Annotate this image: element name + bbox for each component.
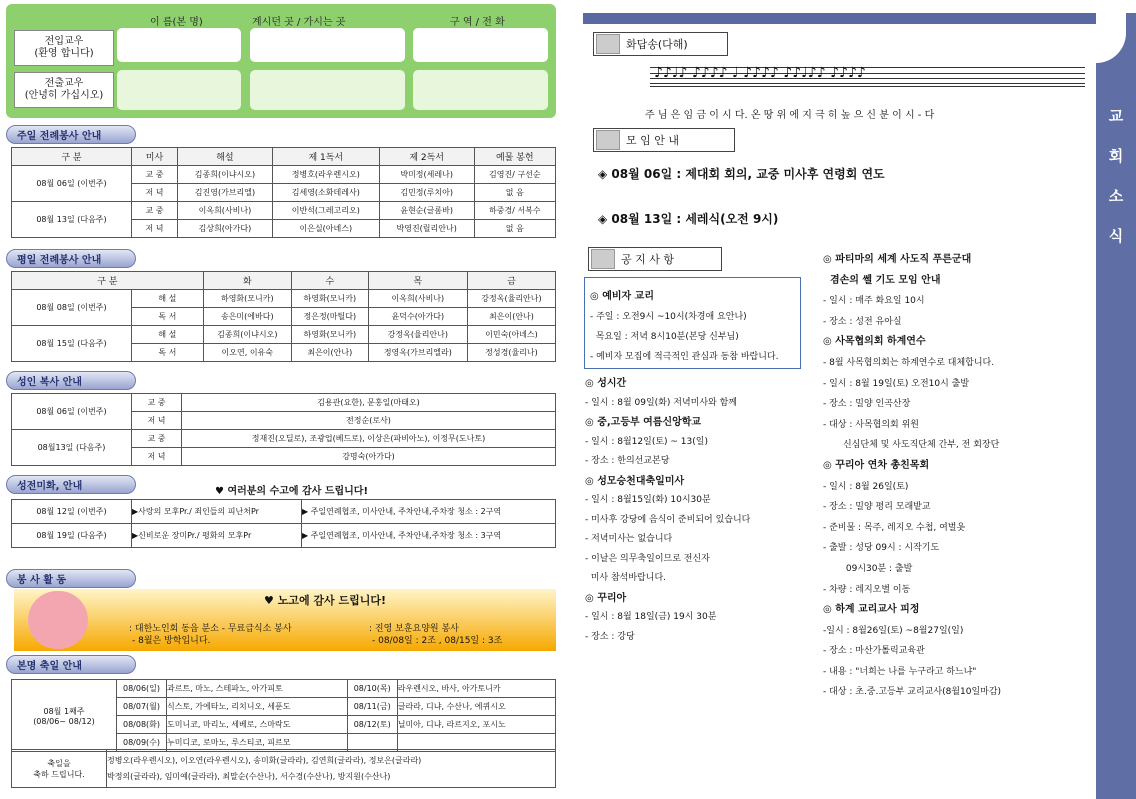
col-name-header: 이 름(본 명) [150, 17, 203, 28]
feast-names-2: 박정의(글라라), 임미예(글라라), 최말순(수산나), 서수경(수산나), 방지원(수산나) [107, 771, 391, 781]
meeting-1: ◈ 08월 06일 : 제대회 회의, 교중 미사후 연령회 연도 [598, 167, 885, 181]
hymn-lyrics: 주 님 은 임 금 이 시 다. 온 땅 위 에 지 극 히 높 으 신 분 이 시 - 다 [645, 110, 935, 121]
cell: 강명숙(아가다) [182, 448, 556, 466]
notice-line: ◎ 하계 교리교사 피정 [823, 604, 920, 616]
cell: 08월 06일 (이번주) [12, 394, 132, 430]
cell: 김세영(소화데레사) [272, 184, 379, 202]
service-banner [14, 589, 556, 651]
cell: 윤현순(글롬바) [379, 202, 474, 220]
cell: 정성경(율리나) [467, 344, 555, 362]
cell: 과르트, 마노, 스테파노, 아가피토 [167, 680, 348, 698]
service-a1: : 대한노인회 동읍 분소 - 무료급식소 봉사 [129, 624, 292, 634]
outgoing-place-field[interactable] [250, 70, 405, 110]
music-notes: ♪♪♩♪ ♪♪♪♪ ♩ ♪♪♪♪ ♪♪♩♪♪ ♪♪♪♪ [654, 65, 866, 81]
incoming-place-field[interactable] [250, 28, 405, 62]
cell: 해 설 [132, 290, 204, 308]
cell: 닐미아, 디냐, 라르지오, 포시노 [397, 716, 555, 734]
top-bar [583, 13, 1096, 24]
cell: 정재진(오딜로), 조광업(베드로), 이상은(파비아노), 이정무(도나토) [182, 430, 556, 448]
service-thanks: ♥ 노고에 감사 드립니다! [264, 594, 386, 607]
cell: 하영화(모니카) [291, 290, 368, 308]
notice-line: - 주일 : 오전9시 ~10시(차경애 요안나) [590, 312, 747, 322]
cell: 전정순(로사) [182, 412, 556, 430]
cell: 이옥희(사비나) [368, 290, 467, 308]
cell: 08/12(토) [347, 716, 397, 734]
music-staff [650, 67, 1085, 87]
cell: 정은정(마틸다) [291, 308, 368, 326]
notice-line: - 장소 : 마산가톨릭교육관 [823, 646, 925, 657]
col-area-header: 구 역 / 전 화 [450, 17, 505, 28]
cell: 박미정(세레나) [379, 166, 474, 184]
cell: 라우렌시오, 바사, 아가토니카 [397, 680, 555, 698]
cell: 08월 06일 (이번주) [12, 166, 132, 202]
notice-line: - 일시 : 8월 26일(토) [823, 481, 909, 492]
cell: 08월 19일 (다음주) [12, 524, 132, 548]
notice-line: - 장소 : 밀양 평리 모래밭교 [823, 502, 931, 513]
adult-table [11, 393, 556, 466]
notice-line: - 대상 : 초.중.고등부 교리교사(8월10일마감) [823, 687, 1002, 698]
meeting-2: ◈ 08월 13일 : 세레식(오전 9시) [598, 212, 779, 226]
incoming-name-field[interactable] [117, 28, 241, 62]
cleaning-thanks: ♥ 여러분의 수고에 감사 드립니다! [215, 486, 369, 497]
service-b2: - 08/08일 : 2조 , 08/15일 : 3조 [372, 636, 503, 646]
notice-line: - 일시 : 매주 화요일 10시 [823, 296, 925, 307]
th: 화 [203, 272, 291, 290]
cell: 08/09(수) [117, 734, 167, 752]
section-feast: 본명 축일 안내 [6, 655, 136, 674]
cell: 없 음 [474, 220, 555, 238]
notice-right-block [823, 250, 1001, 703]
section-adult-servers: 성인 복사 안내 [6, 371, 136, 390]
notice-line: ◎ 예비자 교리 [590, 291, 654, 302]
cell: 저 녁 [132, 448, 182, 466]
cell: 누미디코, 로마노, 루스티코, 피르모 [167, 734, 348, 752]
cell: 김민정(루치아) [379, 184, 474, 202]
cell: 08/08(화) [117, 716, 167, 734]
cell: 해 설 [132, 326, 204, 344]
notice-line: 목요일 : 저녁 8시10분(본당 신부님) [590, 332, 739, 342]
cell: 독 서 [132, 344, 204, 362]
th: 수 [291, 272, 368, 290]
cell: 08/10(목) [347, 680, 397, 698]
notice-line: - 장소 : 강당 [585, 631, 635, 642]
notice-line: ◎ 꾸리아 [585, 592, 627, 604]
notice-left-block-2 [585, 374, 750, 647]
cell: 김영진/ 구선순 [474, 166, 555, 184]
incoming-label: 전입교우 (환영 합니다) [14, 30, 114, 66]
cell: 김용관(요한), 문홍일(마태오) [182, 394, 556, 412]
incoming-area-field[interactable] [413, 28, 548, 62]
cell: 이옥희(사비나) [178, 202, 273, 220]
th: 목 [368, 272, 467, 290]
cell: 08월 12일 (이번주) [12, 500, 132, 524]
portrait-icon [596, 130, 620, 150]
church-news-title: 교회소식 [1108, 107, 1124, 245]
notice-line: - 미사후 강당에 음식이 준비되어 있습니다 [585, 514, 751, 525]
outgoing-label: 전출교우 (안녕히 가십시오) [14, 72, 114, 108]
weekday-table [11, 271, 556, 362]
notice-line: - 장소 : 밀양 인곡산장 [823, 399, 911, 410]
cell: 저 녁 [132, 412, 182, 430]
section-service: 봉 사 활 동 [6, 569, 136, 588]
section-notice: 공 지 사 항 [588, 247, 722, 271]
section-sunday: 주일 전례봉사 안내 [6, 125, 136, 144]
col-place-header: 계시던 곳 / 가시는 곳 [252, 17, 346, 28]
notice-line: - 8월 사목협의회는 하계연수로 대체합니다. [823, 357, 995, 368]
cell: 윤덕수(아가다) [368, 308, 467, 326]
th: 구 분 [12, 148, 132, 166]
cell: 도미니코, 마리노, 세베로, 스마락도 [167, 716, 348, 734]
notice-line: - 이날은 의무축일이므로 전신자 [585, 553, 710, 564]
service-b1: : 진영 보훈요양원 봉사 [369, 624, 459, 634]
cell: 08/06(일) [117, 680, 167, 698]
cell: 김종희(이냐시오) [178, 166, 273, 184]
th: 제 1독서 [272, 148, 379, 166]
cell: 최은이(안나) [467, 308, 555, 326]
cell: 이오연, 이유숙 [203, 344, 291, 362]
cell: 글라라, 디냐, 수산나, 에퀴시오 [397, 698, 555, 716]
section-weekday: 평일 전례봉사 안내 [6, 249, 136, 268]
notice-line: - 일시 : 8월 18일(금) 19시 30분 [585, 612, 717, 622]
cell: 김진영(가브리엘) [178, 184, 273, 202]
cell: 독 서 [132, 308, 204, 326]
portrait-icon [596, 34, 620, 54]
notice-line: ◎ 성시간 [585, 378, 627, 389]
service-a2: - 8월은 방학입니다. [132, 636, 211, 646]
cell: 박영진(릴리안나) [379, 220, 474, 238]
cell: 저 녁 [132, 220, 178, 238]
section-meeting: 모 임 안 내 [593, 128, 735, 152]
volunteer-illustration-icon [28, 591, 88, 649]
notice-line: - 일시 : 8월 19일(토) 오전10시 출발 [823, 378, 970, 389]
cell: 하영화(모니카) [291, 326, 368, 344]
cell: 교 중 [132, 202, 178, 220]
sunday-table [11, 147, 556, 238]
cell: 이은실(아녜스) [272, 220, 379, 238]
cleaning-table [11, 499, 556, 548]
cell: 08/11(금) [347, 698, 397, 716]
notice-line: ◎ 꾸리아 연차 총친목회 [823, 459, 930, 471]
notice-line: -일시 : 8월26일(토) ~8월27일(일) [823, 625, 964, 636]
register-box [6, 4, 556, 118]
th: 구 분 [12, 272, 204, 290]
th: 예물 봉헌 [474, 148, 555, 166]
notice-line: - 저녁미사는 없습니다 [585, 534, 673, 544]
feast-table [11, 679, 556, 752]
cell: 김상희(아가다) [178, 220, 273, 238]
notice-line: - 장소 : 성전 유아실 [823, 316, 902, 327]
section-hymn: 화답송(다해) [593, 32, 728, 56]
portrait-icon [591, 249, 615, 269]
notice-left-block [590, 287, 778, 367]
cell: 08월 15일 (다음주) [12, 326, 132, 362]
cell: ▶신비로운 장미Pr./ 평화의 모후Pr [132, 524, 302, 548]
cell: ▶사랑의 모후Pr./ 죄인들의 피난처Pr [132, 500, 302, 524]
cell: 08월 08일 (이번주) [12, 290, 132, 326]
notice-line: 09시30분 : 출발 [823, 563, 913, 574]
cell: 교 중 [132, 394, 182, 412]
th: 해설 [178, 148, 273, 166]
cell: 정병호(라우렌시오) [272, 166, 379, 184]
notice-line: - 차량 : 레지오별 이동 [823, 584, 911, 595]
notice-line: ◎ 성모승천대축일미사 [585, 475, 685, 487]
cell: 최은이(안나) [291, 344, 368, 362]
notice-line: 겸손의 쎌 기도 모임 안내 [823, 274, 941, 286]
notice-line: - 장소 : 한의선교본당 [585, 456, 670, 466]
notice-line: ◎ 중,고등부 여름신앙학교 [585, 417, 702, 428]
feast-congrats-table [11, 749, 556, 788]
th: 금 [467, 272, 555, 290]
notice-line: ◎ 파티마의 세계 사도직 푸른군대 [823, 254, 972, 265]
section-cleaning: 성전미화, 안내 [6, 475, 136, 494]
cell: 하중경/ 서복수 [474, 202, 555, 220]
notice-line: - 내용 : "너희는 나를 누구라고 하느냐" [823, 666, 977, 677]
th: 제 2독서 [379, 148, 474, 166]
notice-line: - 일시 : 8월 09일(화) 저녁미사와 함께 [585, 397, 737, 408]
notice-line: - 준비물 : 목주, 레지오 수첩, 여벌옷 [823, 522, 966, 533]
cell: 08월 1째주 (08/06~ 08/12) [12, 680, 117, 752]
th: 미사 [132, 148, 178, 166]
cell: 저 녁 [132, 184, 178, 202]
notice-line: - 대상 : 사목협의회 위원 [823, 419, 919, 430]
cell: 교 중 [132, 166, 178, 184]
notice-line: 신심단체 및 사도직단체 간부, 전 회장단 [823, 440, 1000, 451]
cell: ▶ 주일연례협조, 미사안내, 주차안내,주차장 청소 : 3구역 [302, 524, 556, 548]
cell: 08월13일 (다음주) [12, 430, 132, 466]
outgoing-name-field[interactable] [117, 70, 241, 110]
notice-line: - 일시 : 8월15일(화) 10시30분 [585, 495, 711, 505]
feast-names-1: 정병오(라우렌시오), 이오연(라우렌시오), 송미화(글라라), 김연희(글라라), 정보은(글라라) [107, 755, 422, 765]
cell: 하영화(모니카) [203, 290, 291, 308]
cell: 교 중 [132, 430, 182, 448]
notice-line: 미사 참석바랍니다. [585, 573, 666, 583]
cell: 없 음 [474, 184, 555, 202]
notice-line: - 예비자 모집에 적극적인 관심과 동참 바랍니다. [590, 352, 779, 362]
cell: 정영옥(가브리엘라) [368, 344, 467, 362]
cell: 강정옥(율리안나) [368, 326, 467, 344]
cell: 식스토, 가에타노, 리치니오, 세푼도 [167, 698, 348, 716]
notice-line: ◎ 사목협의회 하계연수 [823, 336, 926, 348]
cell: 강정옥(율리안나) [467, 290, 555, 308]
cell: 08/07(월) [117, 698, 167, 716]
notice-line: - 출발 : 성당 09시 : 시작기도 [823, 543, 940, 554]
cell: 김종희(이냐시오) [203, 326, 291, 344]
notice-line: - 일시 : 8월12일(토) ~ 13(일) [585, 436, 708, 447]
cell: 이반석(그레고리오) [272, 202, 379, 220]
cell: 08월 13일 (다음주) [12, 202, 132, 238]
cell: 축일을 축하 드립니다. [12, 750, 107, 788]
cell: 송은미(에바다) [203, 308, 291, 326]
outgoing-area-field[interactable] [413, 70, 548, 110]
cell: ▶ 주일연례협조, 미사안내, 주차안내,주차장 청소 : 2구역 [302, 500, 556, 524]
cell: 이민숙(아녜스) [467, 326, 555, 344]
